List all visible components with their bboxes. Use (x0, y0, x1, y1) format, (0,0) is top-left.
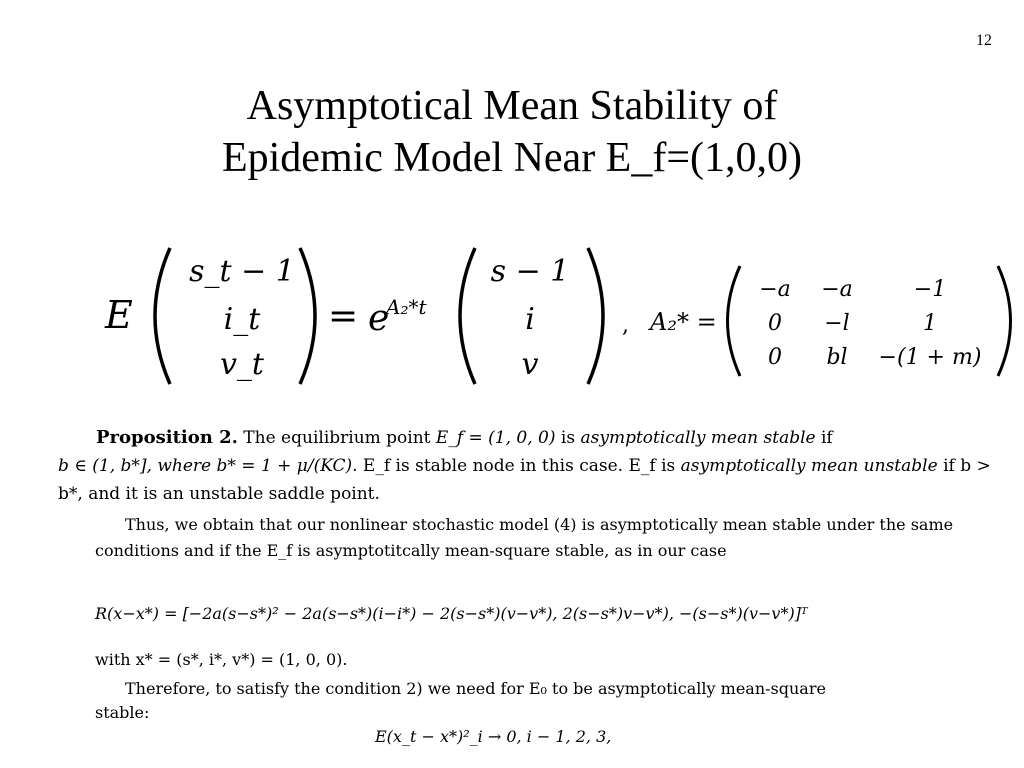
proposition-label: Proposition 2. (96, 427, 238, 448)
prop-text-4: E_f is stable node in this case. (362, 456, 624, 476)
prop-text-3: if (820, 428, 833, 448)
therefore-paragraph (95, 677, 915, 725)
matrix-name: A₂* = (650, 308, 717, 336)
matrix-cell: 1 (923, 311, 937, 336)
slide-title (0, 80, 1024, 184)
exp-power: A₂*t (386, 295, 427, 319)
prop-text-6: if b > b*, and it is an unstable saddle point. (58, 456, 991, 504)
matrix-cell: −a (759, 277, 791, 302)
page-number: 12 (976, 32, 992, 49)
prop-ef-eq: E_f = (1, 0, 0) (435, 428, 556, 448)
matrix-cell: −l (824, 311, 850, 336)
proposition (58, 424, 1008, 508)
prop-text-5: E_f is (628, 456, 676, 476)
equals-sign: = (328, 296, 359, 337)
lhs-right-paren (300, 248, 315, 384)
rhs-row-2: i (525, 302, 535, 337)
matrix-left-paren (728, 266, 741, 376)
lhs-left-paren (155, 248, 170, 384)
title-line-1: Asymptotical Mean Stability of (246, 83, 778, 129)
prop-condition: b ∈ (1, b*], where b* = 1 + μ/(KC). (58, 456, 358, 476)
matrix-cell: −a (821, 277, 853, 302)
title-line-2: Epidemic Model Near E_f=(1,0,0) (221, 135, 802, 181)
rhs-row-3: v (521, 347, 539, 382)
prop-text-1: The equilibrium point (243, 428, 431, 448)
matrix-cells (759, 277, 981, 370)
lhs-row-1: s_t − 1 (189, 254, 295, 289)
matrix-equation (100, 236, 1024, 396)
paragraph-text: Thus, we obtain that our nonlinear stochastic model (4) is asymptotically mean stable under the same conditions and if the E_f is asymptotitcally mean-square stable, as in our case (95, 515, 954, 560)
therefore-line-2: stable: (95, 703, 150, 722)
with-line: with x* = (s*, i*, v*) = (1, 0, 0). (95, 650, 348, 669)
lhs-E: E (105, 293, 133, 337)
r-formula: R(x−x*) = [−2a(s−s*)² − 2a(s−s*)(i−i*) − 2(s−s*)(v−v*), 2(s−s*)v−v*), −(s−s*)(v−v*)]ᵀ (95, 604, 808, 623)
matrix-cell: 0 (768, 345, 782, 370)
prop-text-2: is (560, 428, 576, 448)
rhs-left-paren (460, 248, 475, 384)
prop-stable-phrase: asymptotically mean stable (580, 428, 816, 448)
lhs-row-2: i_t (223, 302, 261, 337)
rhs-right-paren (588, 248, 603, 384)
rhs-row-1: s − 1 (490, 254, 570, 289)
therefore-line-1: Therefore, to satisfy the condition 2) we need for E₀ to be asymptotically mean-square (125, 679, 826, 698)
matrix-cell: 0 (768, 311, 782, 336)
prop-unstable-phrase: asymptotically mean unstable (680, 456, 938, 476)
matrix-cell: −1 (913, 277, 947, 302)
final-equation: E(x_t − x*)²_i → 0, i − 1, 2, 3, (375, 727, 612, 746)
matrix-right-paren (998, 266, 1011, 376)
matrix-cell: bl (826, 345, 848, 370)
comma: , (622, 313, 629, 338)
paragraph (95, 512, 955, 564)
matrix-cell: −(1 + m) (878, 345, 982, 370)
exp-base: e (368, 298, 390, 339)
lhs-row-3: v_t (219, 347, 265, 382)
